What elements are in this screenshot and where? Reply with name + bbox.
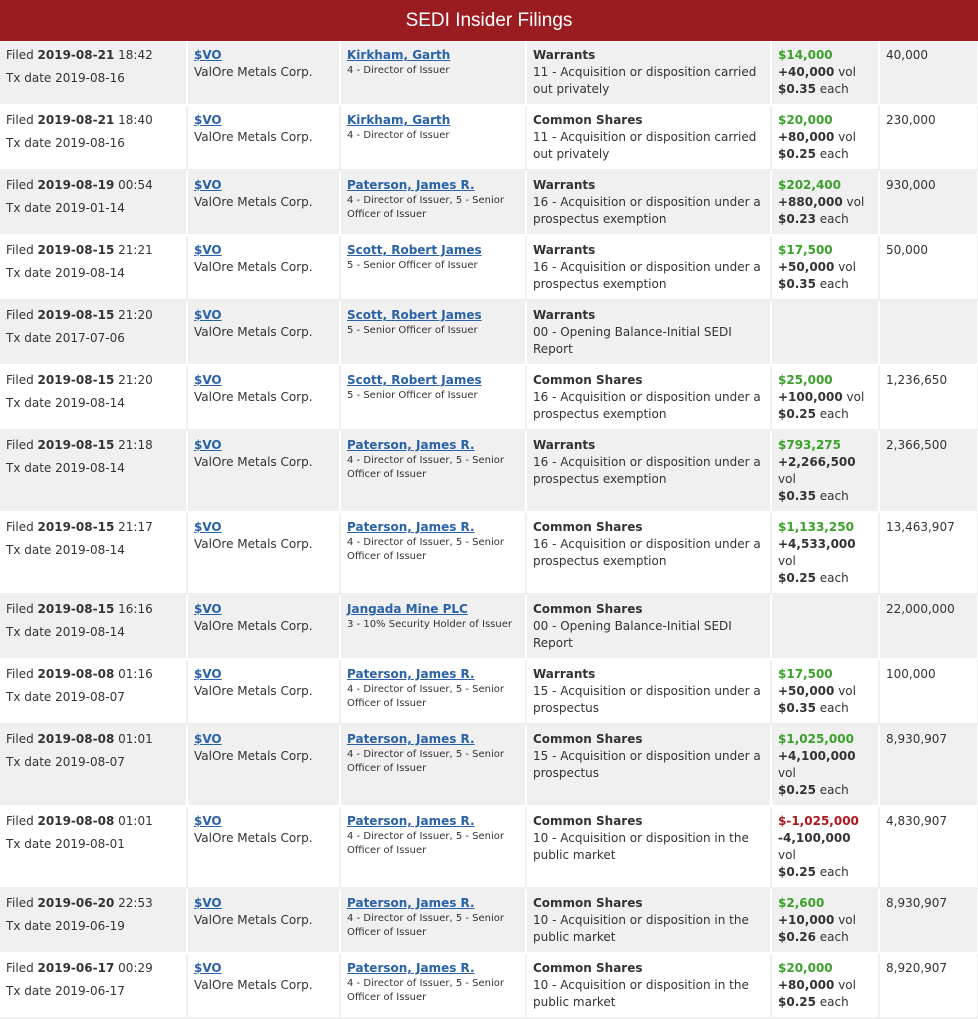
filed-datetime: Filed 2019-08-08 01:16: [6, 667, 153, 681]
company-name: ValOre Metals Corp.: [194, 195, 313, 209]
symbol-link[interactable]: $VO: [194, 961, 222, 975]
transaction-value: $1,133,250: [778, 520, 854, 534]
holdings-cell: [879, 235, 978, 300]
holdings-value: 13,463,907: [886, 520, 955, 534]
company-name: ValOre Metals Corp.: [194, 455, 313, 469]
insider-cell: [340, 170, 526, 235]
security-type: Common Shares: [533, 373, 643, 387]
filed-date: 2019-06-20: [37, 896, 115, 910]
transaction-nature: 15 - Acquisition or disposition under a prospectus: [533, 749, 761, 780]
company-name: ValOre Metals Corp.: [194, 749, 313, 763]
insider-relationship: 5 - Senior Officer of Issuer: [347, 325, 478, 336]
security-type: Warrants: [533, 243, 596, 257]
filed-cell: [0, 888, 187, 953]
table-row: [0, 659, 978, 724]
filed-datetime: Filed 2019-08-15 21:18: [6, 438, 153, 452]
filed-date: 2019-08-08: [37, 732, 115, 746]
insider-link[interactable]: Paterson, James R.: [347, 520, 475, 534]
transaction-volume: -4,100,000 vol: [778, 831, 851, 862]
value-cell: [771, 300, 879, 365]
symbol-link[interactable]: $VO: [194, 814, 222, 828]
insider-relationship: 5 - Senior Officer of Issuer: [347, 260, 478, 271]
security-cell: [526, 806, 771, 888]
tx-date: Tx date 2019-08-07: [6, 755, 125, 769]
filed-time: 21:20: [118, 308, 153, 322]
security-cell: [526, 724, 771, 806]
holdings-cell: [879, 594, 978, 659]
value-cell: [771, 105, 879, 170]
filed-time: 01:01: [118, 814, 153, 828]
transaction-volume: +10,000 vol: [778, 913, 856, 927]
insider-relationship: 4 - Director of Issuer, 5 - Senior Officer of Issuer: [347, 455, 504, 480]
unit-price: $0.35 each: [778, 489, 849, 503]
holdings-value: 40,000: [886, 48, 928, 62]
filed-cell: [0, 365, 187, 430]
insider-relationship: 5 - Senior Officer of Issuer: [347, 390, 478, 401]
symbol-link[interactable]: $VO: [194, 602, 222, 616]
company-name: ValOre Metals Corp.: [194, 390, 313, 404]
insider-relationship: 4 - Director of Issuer, 5 - Senior Officer of Issuer: [347, 913, 504, 938]
transaction-volume: +2,266,500 vol: [778, 455, 856, 486]
holdings-cell: [879, 888, 978, 953]
value-cell: [771, 235, 879, 300]
unit-price: $0.25 each: [778, 783, 849, 797]
filed-cell: [0, 512, 187, 594]
filed-cell: [0, 235, 187, 300]
insider-relationship: 4 - Director of Issuer, 5 - Senior Officer of Issuer: [347, 749, 504, 774]
holdings-cell: [879, 512, 978, 594]
insider-cell: [340, 235, 526, 300]
insider-relationship: 4 - Director of Issuer: [347, 130, 450, 141]
unit-price: $0.25 each: [778, 995, 849, 1009]
security-cell: [526, 170, 771, 235]
insider-relationship: 4 - Director of Issuer: [347, 65, 450, 76]
insider-link[interactable]: Paterson, James R.: [347, 732, 475, 746]
table-row: [0, 41, 978, 105]
issuer-cell: [187, 41, 340, 105]
issuer-cell: [187, 300, 340, 365]
value-cell: [771, 594, 879, 659]
insider-cell: [340, 41, 526, 105]
security-cell: [526, 235, 771, 300]
transaction-value: $14,000: [778, 48, 833, 62]
holdings-value: 2,366,500: [886, 438, 948, 452]
transaction-nature: 16 - Acquisition or disposition under a prospectus exemption: [533, 195, 761, 226]
transaction-volume: +50,000 vol: [778, 684, 856, 698]
value-cell: [771, 41, 879, 105]
value-cell: [771, 430, 879, 512]
insider-link[interactable]: Paterson, James R.: [347, 667, 475, 681]
insider-link[interactable]: Paterson, James R.: [347, 896, 475, 910]
transaction-nature: 15 - Acquisition or disposition under a prospectus: [533, 684, 761, 715]
symbol-link[interactable]: $VO: [194, 113, 222, 127]
insider-relationship: 4 - Director of Issuer, 5 - Senior Officer of Issuer: [347, 537, 504, 562]
filed-date: 2019-08-08: [37, 814, 115, 828]
insider-relationship: 4 - Director of Issuer, 5 - Senior Officer of Issuer: [347, 195, 504, 220]
table-row: [0, 235, 978, 300]
filed-time: 01:01: [118, 732, 153, 746]
company-name: ValOre Metals Corp.: [194, 831, 313, 845]
filed-date: 2019-08-15: [37, 438, 115, 452]
unit-price: $0.25 each: [778, 865, 849, 879]
transaction-value: $793,275: [778, 438, 842, 452]
holdings-cell: [879, 430, 978, 512]
page-title: SEDI Insider Filings: [0, 0, 978, 41]
insider-link[interactable]: Kirkham, Garth: [347, 48, 451, 62]
filed-datetime: Filed 2019-08-15 21:17: [6, 520, 153, 534]
filed-date: 2019-08-19: [37, 178, 115, 192]
table-row: [0, 170, 978, 235]
table-row: [0, 806, 978, 888]
security-type: Common Shares: [533, 814, 643, 828]
issuer-cell: [187, 888, 340, 953]
holdings-value: 4,830,907: [886, 814, 948, 828]
transaction-value: $-1,025,000: [778, 814, 859, 828]
table-row: [0, 594, 978, 659]
value-cell: [771, 170, 879, 235]
filed-date: 2019-08-21: [37, 113, 115, 127]
filed-time: 00:29: [118, 961, 153, 975]
security-cell: [526, 888, 771, 953]
issuer-cell: [187, 806, 340, 888]
tx-date: Tx date 2019-08-14: [6, 543, 125, 557]
insider-relationship: 4 - Director of Issuer, 5 - Senior Officer of Issuer: [347, 978, 504, 1003]
holdings-cell: [879, 170, 978, 235]
transaction-nature: 10 - Acquisition or disposition in the public market: [533, 978, 749, 1009]
holdings-value: 8,930,907: [886, 732, 948, 746]
symbol-link[interactable]: $VO: [194, 243, 222, 257]
filed-date: 2019-08-15: [37, 243, 115, 257]
tx-date: Tx date 2019-08-14: [6, 461, 125, 475]
symbol-link[interactable]: $VO: [194, 667, 222, 681]
security-type: Common Shares: [533, 602, 643, 616]
transaction-nature: 00 - Opening Balance-Initial SEDI Report: [533, 619, 732, 650]
table-row: [0, 430, 978, 512]
transaction-volume: +4,533,000 vol: [778, 537, 856, 568]
security-type: Warrants: [533, 308, 596, 322]
insider-cell: [340, 659, 526, 724]
insider-link[interactable]: Scott, Robert James: [347, 308, 482, 322]
transaction-volume: +80,000 vol: [778, 130, 856, 144]
company-name: ValOre Metals Corp.: [194, 913, 313, 927]
symbol-link[interactable]: $VO: [194, 48, 222, 62]
filed-datetime: Filed 2019-08-15 16:16: [6, 602, 153, 616]
transaction-volume: +50,000 vol: [778, 260, 856, 274]
filed-date: 2019-08-08: [37, 667, 115, 681]
symbol-link[interactable]: $VO: [194, 308, 222, 322]
insider-cell: [340, 724, 526, 806]
tx-date: Tx date 2019-08-14: [6, 266, 125, 280]
holdings-cell: [879, 365, 978, 430]
unit-price: $0.23 each: [778, 212, 849, 226]
issuer-cell: [187, 659, 340, 724]
filed-datetime: Filed 2019-06-20 22:53: [6, 896, 153, 910]
filed-date: 2019-06-17: [37, 961, 115, 975]
insider-link[interactable]: Paterson, James R.: [347, 814, 475, 828]
company-name: ValOre Metals Corp.: [194, 978, 313, 992]
filed-cell: [0, 659, 187, 724]
unit-price: $0.25 each: [778, 147, 849, 161]
holdings-value: 930,000: [886, 178, 936, 192]
issuer-cell: [187, 365, 340, 430]
filed-cell: [0, 41, 187, 105]
value-cell: [771, 512, 879, 594]
tx-date: Tx date 2019-06-19: [6, 919, 125, 933]
insider-cell: [340, 105, 526, 170]
security-type: Warrants: [533, 438, 596, 452]
symbol-link[interactable]: $VO: [194, 373, 222, 387]
transaction-volume: +4,100,000 vol: [778, 749, 856, 780]
insider-link[interactable]: Jangada Mine PLC: [347, 602, 468, 616]
insider-cell: [340, 888, 526, 953]
security-cell: [526, 594, 771, 659]
transaction-value: $1,025,000: [778, 732, 854, 746]
unit-price: $0.35 each: [778, 277, 849, 291]
filed-cell: [0, 953, 187, 1018]
filed-time: 16:16: [118, 602, 153, 616]
table-row: [0, 724, 978, 806]
insider-cell: [340, 594, 526, 659]
table-row: [0, 300, 978, 365]
holdings-cell: [879, 300, 978, 365]
filed-datetime: Filed 2019-08-21 18:42: [6, 48, 153, 62]
symbol-link[interactable]: $VO: [194, 896, 222, 910]
filed-datetime: Filed 2019-06-17 00:29: [6, 961, 153, 975]
security-cell: [526, 430, 771, 512]
transaction-volume: +80,000 vol: [778, 978, 856, 992]
filings-table: [0, 41, 978, 1019]
holdings-cell: [879, 105, 978, 170]
insider-cell: [340, 430, 526, 512]
transaction-nature: 16 - Acquisition or disposition under a prospectus exemption: [533, 537, 761, 568]
security-type: Common Shares: [533, 896, 643, 910]
filed-time: 21:21: [118, 243, 153, 257]
holdings-cell: [879, 806, 978, 888]
insider-link[interactable]: Kirkham, Garth: [347, 113, 451, 127]
table-row: [0, 365, 978, 430]
holdings-cell: [879, 953, 978, 1018]
value-cell: [771, 888, 879, 953]
transaction-nature: 16 - Acquisition or disposition under a prospectus exemption: [533, 260, 761, 291]
issuer-cell: [187, 953, 340, 1018]
holdings-value: 22,000,000: [886, 602, 955, 616]
insider-relationship: 4 - Director of Issuer, 5 - Senior Officer of Issuer: [347, 684, 504, 709]
transaction-volume: +40,000 vol: [778, 65, 856, 79]
transaction-value: $202,400: [778, 178, 842, 192]
transaction-nature: 10 - Acquisition or disposition in the public market: [533, 831, 749, 862]
filed-datetime: Filed 2019-08-19 00:54: [6, 178, 153, 192]
transaction-value: $17,500: [778, 667, 833, 681]
filed-datetime: Filed 2019-08-15 21:20: [6, 308, 153, 322]
filed-datetime: Filed 2019-08-08 01:01: [6, 732, 153, 746]
security-cell: [526, 953, 771, 1018]
transaction-volume: +100,000 vol: [778, 390, 865, 404]
filed-date: 2019-08-15: [37, 308, 115, 322]
company-name: ValOre Metals Corp.: [194, 684, 313, 698]
company-name: ValOre Metals Corp.: [194, 65, 313, 79]
security-type: Warrants: [533, 178, 596, 192]
insider-cell: [340, 365, 526, 430]
tx-date: Tx date 2017-07-06: [6, 331, 125, 345]
security-cell: [526, 300, 771, 365]
issuer-cell: [187, 235, 340, 300]
unit-price: $0.26 each: [778, 930, 849, 944]
symbol-link[interactable]: $VO: [194, 520, 222, 534]
holdings-value: 8,920,907: [886, 961, 948, 975]
filed-date: 2019-08-21: [37, 48, 115, 62]
insider-cell: [340, 512, 526, 594]
table-row: [0, 888, 978, 953]
insider-cell: [340, 953, 526, 1018]
table-row: [0, 953, 978, 1018]
filed-time: 21:20: [118, 373, 153, 387]
holdings-value: 230,000: [886, 113, 936, 127]
filed-datetime: Filed 2019-08-15 21:20: [6, 373, 153, 387]
issuer-cell: [187, 512, 340, 594]
holdings-value: 50,000: [886, 243, 928, 257]
insider-cell: [340, 300, 526, 365]
tx-date: Tx date 2019-08-16: [6, 71, 125, 85]
security-type: Warrants: [533, 48, 596, 62]
issuer-cell: [187, 594, 340, 659]
transaction-nature: 16 - Acquisition or disposition under a prospectus exemption: [533, 455, 761, 486]
security-cell: [526, 365, 771, 430]
transaction-nature: 11 - Acquisition or disposition carried out privately: [533, 130, 757, 161]
company-name: ValOre Metals Corp.: [194, 325, 313, 339]
tx-date: Tx date 2019-08-01: [6, 837, 125, 851]
filed-cell: [0, 594, 187, 659]
insider-link[interactable]: Paterson, James R.: [347, 178, 475, 192]
unit-price: $0.35 each: [778, 701, 849, 715]
company-name: ValOre Metals Corp.: [194, 537, 313, 551]
filed-date: 2019-08-15: [37, 602, 115, 616]
filed-datetime: Filed 2019-08-08 01:01: [6, 814, 153, 828]
insider-link[interactable]: Paterson, James R.: [347, 438, 475, 452]
filed-cell: [0, 430, 187, 512]
holdings-value: 100,000: [886, 667, 936, 681]
filed-time: 21:17: [118, 520, 153, 534]
symbol-link[interactable]: $VO: [194, 438, 222, 452]
insider-relationship: 3 - 10% Security Holder of Issuer: [347, 619, 512, 630]
security-type: Warrants: [533, 667, 596, 681]
filed-time: 18:42: [118, 48, 153, 62]
insider-relationship: 4 - Director of Issuer, 5 - Senior Officer of Issuer: [347, 831, 504, 856]
security-cell: [526, 512, 771, 594]
filed-time: 22:53: [118, 896, 153, 910]
transaction-nature: 10 - Acquisition or disposition in the public market: [533, 913, 749, 944]
tx-date: Tx date 2019-08-07: [6, 690, 125, 704]
filed-date: 2019-08-15: [37, 520, 115, 534]
transaction-value: $20,000: [778, 113, 833, 127]
security-cell: [526, 105, 771, 170]
transaction-value: $20,000: [778, 961, 833, 975]
filed-date: 2019-08-15: [37, 373, 115, 387]
value-cell: [771, 953, 879, 1018]
company-name: ValOre Metals Corp.: [194, 130, 313, 144]
tx-date: Tx date 2019-01-14: [6, 201, 125, 215]
table-row: [0, 105, 978, 170]
security-type: Common Shares: [533, 113, 643, 127]
insider-link[interactable]: Scott, Robert James: [347, 243, 482, 257]
tx-date: Tx date 2019-08-16: [6, 136, 125, 150]
value-cell: [771, 724, 879, 806]
transaction-nature: 00 - Opening Balance-Initial SEDI Report: [533, 325, 732, 356]
table-row: [0, 512, 978, 594]
security-type: Common Shares: [533, 732, 643, 746]
value-cell: [771, 806, 879, 888]
transaction-nature: 16 - Acquisition or disposition under a prospectus exemption: [533, 390, 761, 421]
filed-time: 00:54: [118, 178, 153, 192]
unit-price: $0.25 each: [778, 407, 849, 421]
transaction-value: $25,000: [778, 373, 833, 387]
tx-date: Tx date 2019-06-17: [6, 984, 125, 998]
company-name: ValOre Metals Corp.: [194, 260, 313, 274]
issuer-cell: [187, 724, 340, 806]
holdings-cell: [879, 724, 978, 806]
holdings-cell: [879, 41, 978, 105]
holdings-value: 8,930,907: [886, 896, 948, 910]
holdings-cell: [879, 659, 978, 724]
holdings-value: 1,236,650: [886, 373, 948, 387]
filed-time: 21:18: [118, 438, 153, 452]
transaction-volume: +880,000 vol: [778, 195, 865, 209]
value-cell: [771, 659, 879, 724]
filed-cell: [0, 170, 187, 235]
issuer-cell: [187, 430, 340, 512]
filed-time: 18:40: [118, 113, 153, 127]
security-cell: [526, 41, 771, 105]
unit-price: $0.25 each: [778, 571, 849, 585]
filed-time: 01:16: [118, 667, 153, 681]
insider-link[interactable]: Scott, Robert James: [347, 373, 482, 387]
unit-price: $0.35 each: [778, 82, 849, 96]
filed-cell: [0, 105, 187, 170]
transaction-nature: 11 - Acquisition or disposition carried out privately: [533, 65, 757, 96]
symbol-link[interactable]: $VO: [194, 732, 222, 746]
tx-date: Tx date 2019-08-14: [6, 625, 125, 639]
filed-cell: [0, 806, 187, 888]
value-cell: [771, 365, 879, 430]
insider-link[interactable]: Paterson, James R.: [347, 961, 475, 975]
issuer-cell: [187, 170, 340, 235]
security-type: Common Shares: [533, 961, 643, 975]
transaction-value: $2,600: [778, 896, 825, 910]
transaction-value: $17,500: [778, 243, 833, 257]
insider-cell: [340, 806, 526, 888]
filed-cell: [0, 300, 187, 365]
tx-date: Tx date 2019-08-14: [6, 396, 125, 410]
security-cell: [526, 659, 771, 724]
symbol-link[interactable]: $VO: [194, 178, 222, 192]
filed-datetime: Filed 2019-08-21 18:40: [6, 113, 153, 127]
security-type: Common Shares: [533, 520, 643, 534]
issuer-cell: [187, 105, 340, 170]
filed-cell: [0, 724, 187, 806]
filed-datetime: Filed 2019-08-15 21:21: [6, 243, 153, 257]
company-name: ValOre Metals Corp.: [194, 619, 313, 633]
